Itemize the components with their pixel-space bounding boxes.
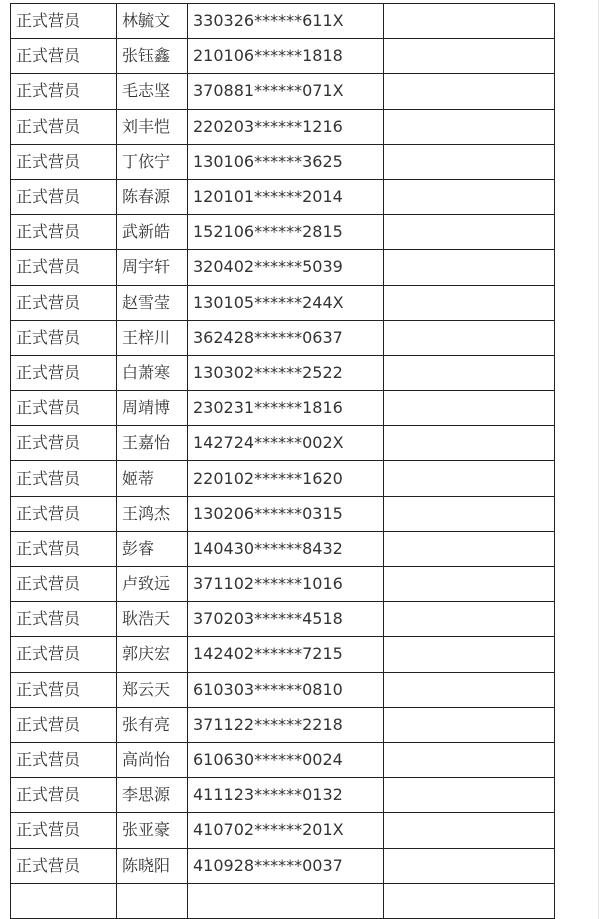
name-cell: 张钰鑫 bbox=[117, 39, 188, 74]
status-cell: 正式营员 bbox=[11, 567, 117, 602]
id-number-cell: 210106******1818 bbox=[188, 39, 384, 74]
table-row bbox=[11, 215, 555, 250]
id-number-cell: 371102******1016 bbox=[188, 567, 384, 602]
name-cell: 武新皓 bbox=[117, 215, 188, 250]
name-cell: 彭睿 bbox=[117, 531, 188, 566]
empty-cell bbox=[384, 39, 555, 74]
empty-cell bbox=[384, 778, 555, 813]
status-cell: 正式营员 bbox=[11, 4, 117, 39]
table-row bbox=[11, 813, 555, 848]
status-cell: 正式营员 bbox=[11, 74, 117, 109]
table-row bbox=[11, 742, 555, 777]
empty-cell bbox=[384, 250, 555, 285]
empty-cell bbox=[384, 426, 555, 461]
status-cell: 正式营员 bbox=[11, 285, 117, 320]
id-number-cell: 220203******1216 bbox=[188, 109, 384, 144]
table-row bbox=[11, 74, 555, 109]
table-row bbox=[11, 144, 555, 179]
status-cell: 正式营员 bbox=[11, 355, 117, 390]
table-row bbox=[11, 250, 555, 285]
status-cell: 正式营员 bbox=[11, 144, 117, 179]
status-cell: 正式营员 bbox=[11, 39, 117, 74]
name-cell: 林毓文 bbox=[117, 4, 188, 39]
empty-cell bbox=[384, 813, 555, 848]
name-cell: 丁依宁 bbox=[117, 144, 188, 179]
name-cell: 卢致远 bbox=[117, 567, 188, 602]
id-number-cell: 142724******002X bbox=[188, 426, 384, 461]
table-row bbox=[11, 285, 555, 320]
id-number-cell: 410702******201X bbox=[188, 813, 384, 848]
status-cell: 正式营员 bbox=[11, 813, 117, 848]
id-number-cell: 130206******0315 bbox=[188, 496, 384, 531]
status-cell: 正式营员 bbox=[11, 496, 117, 531]
name-cell: 张有亮 bbox=[117, 707, 188, 742]
empty-cell bbox=[384, 320, 555, 355]
empty-cell bbox=[384, 109, 555, 144]
name-cell: 陈晓阳 bbox=[117, 848, 188, 883]
table-row bbox=[11, 391, 555, 426]
empty-cell bbox=[384, 391, 555, 426]
empty-cell bbox=[384, 602, 555, 637]
table-row bbox=[11, 4, 555, 39]
table-row bbox=[11, 778, 555, 813]
id-number-cell bbox=[188, 883, 384, 918]
empty-cell bbox=[384, 215, 555, 250]
name-cell: 周宇轩 bbox=[117, 250, 188, 285]
status-cell: 正式营员 bbox=[11, 531, 117, 566]
name-cell: 周靖博 bbox=[117, 391, 188, 426]
table-row bbox=[11, 637, 555, 672]
id-number-cell: 230231******1816 bbox=[188, 391, 384, 426]
name-cell: 王嘉怡 bbox=[117, 426, 188, 461]
status-cell: 正式营员 bbox=[11, 250, 117, 285]
name-cell: 赵雪莹 bbox=[117, 285, 188, 320]
id-number-cell: 370203******4518 bbox=[188, 602, 384, 637]
table-row bbox=[11, 672, 555, 707]
status-cell: 正式营员 bbox=[11, 637, 117, 672]
empty-cell bbox=[384, 637, 555, 672]
status-cell: 正式营员 bbox=[11, 426, 117, 461]
id-number-cell: 410928******0037 bbox=[188, 848, 384, 883]
status-cell: 正式营员 bbox=[11, 320, 117, 355]
table-row bbox=[11, 109, 555, 144]
table-row bbox=[11, 707, 555, 742]
page-edge-line bbox=[598, 0, 599, 919]
id-number-cell: 130302******2522 bbox=[188, 355, 384, 390]
empty-cell bbox=[384, 74, 555, 109]
status-cell: 正式营员 bbox=[11, 848, 117, 883]
empty-cell bbox=[384, 461, 555, 496]
name-cell: 毛志坚 bbox=[117, 74, 188, 109]
id-number-cell: 142402******7215 bbox=[188, 637, 384, 672]
id-number-cell: 370881******071X bbox=[188, 74, 384, 109]
roster-table bbox=[10, 3, 555, 919]
roster-table-container bbox=[10, 3, 555, 919]
name-cell: 高尚怡 bbox=[117, 742, 188, 777]
table-row bbox=[11, 602, 555, 637]
empty-cell bbox=[384, 567, 555, 602]
empty-cell bbox=[384, 883, 555, 918]
roster-table-body bbox=[11, 4, 555, 919]
id-number-cell: 411123******0132 bbox=[188, 778, 384, 813]
table-row bbox=[11, 355, 555, 390]
empty-cell bbox=[384, 144, 555, 179]
id-number-cell: 362428******0637 bbox=[188, 320, 384, 355]
name-cell: 郭庆宏 bbox=[117, 637, 188, 672]
empty-cell bbox=[384, 285, 555, 320]
name-cell: 王鸿杰 bbox=[117, 496, 188, 531]
id-number-cell: 152106******2815 bbox=[188, 215, 384, 250]
table-row bbox=[11, 496, 555, 531]
empty-cell bbox=[384, 848, 555, 883]
id-number-cell: 220102******1620 bbox=[188, 461, 384, 496]
name-cell: 白萧寒 bbox=[117, 355, 188, 390]
name-cell: 李思源 bbox=[117, 778, 188, 813]
empty-cell bbox=[384, 4, 555, 39]
id-number-cell: 320402******5039 bbox=[188, 250, 384, 285]
id-number-cell: 120101******2014 bbox=[188, 179, 384, 214]
status-cell: 正式营员 bbox=[11, 391, 117, 426]
id-number-cell: 130106******3625 bbox=[188, 144, 384, 179]
table-row bbox=[11, 39, 555, 74]
status-cell: 正式营员 bbox=[11, 109, 117, 144]
id-number-cell: 371122******2218 bbox=[188, 707, 384, 742]
id-number-cell: 610303******0810 bbox=[188, 672, 384, 707]
empty-cell bbox=[384, 496, 555, 531]
table-row bbox=[11, 320, 555, 355]
empty-cell bbox=[384, 672, 555, 707]
status-cell: 正式营员 bbox=[11, 215, 117, 250]
id-number-cell: 330326******611X bbox=[188, 4, 384, 39]
status-cell: 正式营员 bbox=[11, 602, 117, 637]
empty-cell bbox=[384, 355, 555, 390]
status-cell: 正式营员 bbox=[11, 707, 117, 742]
name-cell: 陈春源 bbox=[117, 179, 188, 214]
empty-cell bbox=[384, 742, 555, 777]
status-cell: 正式营员 bbox=[11, 778, 117, 813]
status-cell: 正式营员 bbox=[11, 672, 117, 707]
table-row bbox=[11, 426, 555, 461]
empty-cell bbox=[384, 179, 555, 214]
status-cell bbox=[11, 883, 117, 918]
id-number-cell: 610630******0024 bbox=[188, 742, 384, 777]
table-row bbox=[11, 567, 555, 602]
name-cell: 王梓川 bbox=[117, 320, 188, 355]
name-cell: 姬蒂 bbox=[117, 461, 188, 496]
table-row bbox=[11, 883, 555, 918]
status-cell: 正式营员 bbox=[11, 461, 117, 496]
id-number-cell: 130105******244X bbox=[188, 285, 384, 320]
name-cell: 耿浩天 bbox=[117, 602, 188, 637]
status-cell: 正式营员 bbox=[11, 179, 117, 214]
name-cell: 张亚豪 bbox=[117, 813, 188, 848]
table-row bbox=[11, 531, 555, 566]
table-row bbox=[11, 461, 555, 496]
name-cell bbox=[117, 883, 188, 918]
status-cell: 正式营员 bbox=[11, 742, 117, 777]
table-row bbox=[11, 179, 555, 214]
name-cell: 郑云天 bbox=[117, 672, 188, 707]
empty-cell bbox=[384, 531, 555, 566]
empty-cell bbox=[384, 707, 555, 742]
name-cell: 刘丰恺 bbox=[117, 109, 188, 144]
table-row bbox=[11, 848, 555, 883]
id-number-cell: 140430******8432 bbox=[188, 531, 384, 566]
